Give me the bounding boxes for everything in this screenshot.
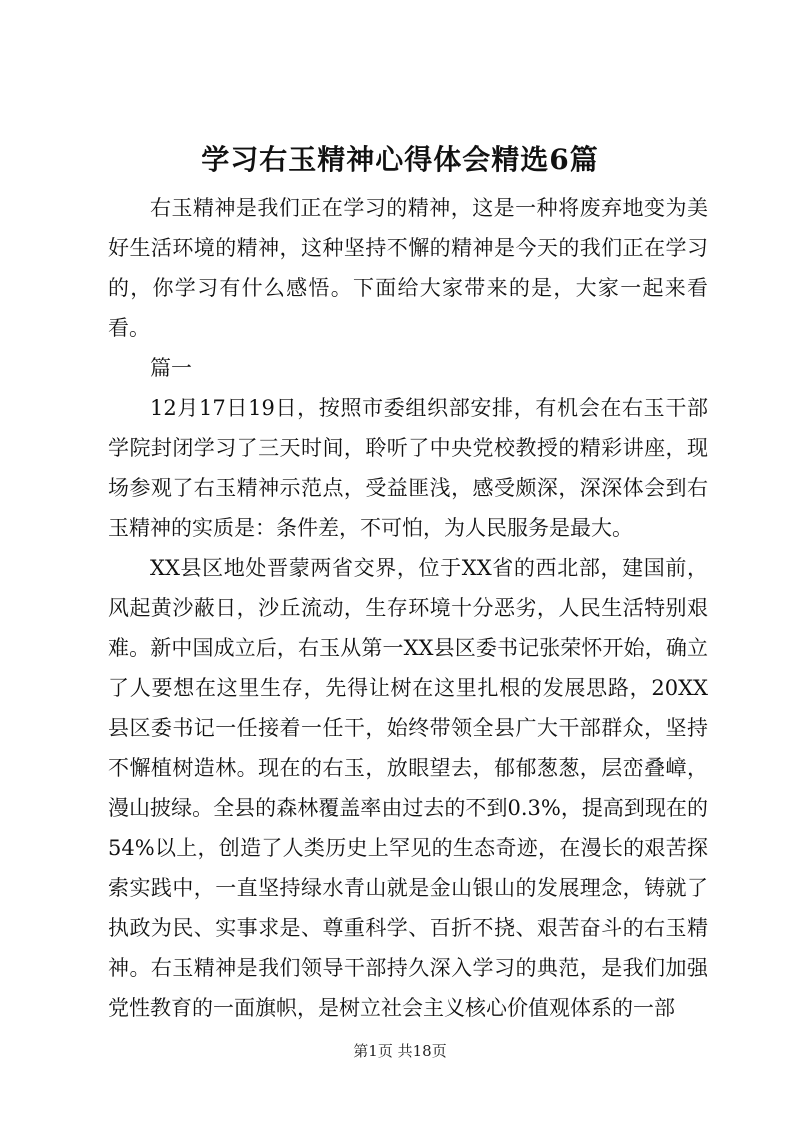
document-body [108, 188, 708, 1028]
document-title: 学习右玉精神心得体会精选6篇 [201, 143, 599, 176]
paragraph-2: XX县区地处晋蒙两省交界，位于XX省的西北部，建国前，风起黄沙蔽日，沙丘流动，生存环境十分恶劣，人民生活特别艰难。新中国成立后，右玉从第一XX县区委书记张荣怀开始，确立了人要想在这里生存，先得让树在这里扎根的发展思路，20XX县区委书记一任接着一任干，始终带领全县广大干部群众，坚持不懈植树造林。现在的右玉，放眼望去，郁郁葱葱，层峦叠嶂，漫山披绿。全县的森林覆盖率由过去的不到0.3%，提高到现在的54%以上，创造了人类历史上罕见的生态奇迹，在漫长的艰苦探索实践中，一直坚持绿水青山就是金山银山的发展理念，铸就了执政为民、实事求是、尊重科学、百折不挠、艰苦奋斗的右玉精神。右玉精神是我们领导干部持久深入学习的典范，是我们加强党性教育的一面旗帜，是树立社会主义核心价值观体系的一部 [108, 556, 708, 1020]
section-heading: 篇一 [150, 356, 192, 380]
paragraph-1: 12月17日19日，按照市委组织部安排，有机会在右玉干部学院封闭学习了三天时间，聆听了中央党校教授的精彩讲座，现场参观了右玉精神示范点，受益匪浅，感受颇深，深深体会到右玉精神的实质是：条件差，不可怕，为人民服务是最大。 [108, 396, 708, 540]
paragraph-intro: 右玉精神是我们正在学习的精神，这是一种将废弃地变为美好生活环境的精神，这种坚持不懈的精神是今天的我们正在学习的，你学习有什么感悟。下面给大家带来的是，大家一起来看看。 [108, 196, 708, 340]
page-footer: 第1页 共18页 [353, 1042, 447, 1060]
